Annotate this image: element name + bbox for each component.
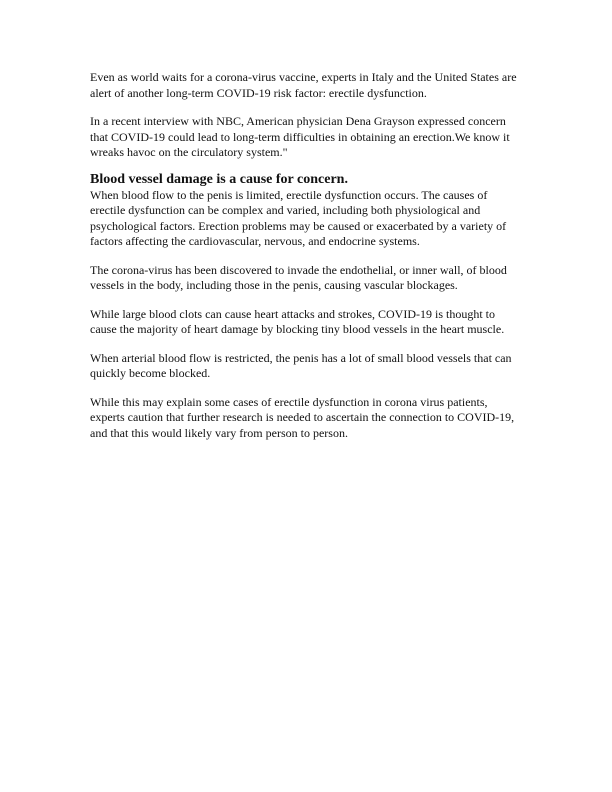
document-page bbox=[90, 70, 530, 454]
paragraph bbox=[90, 307, 530, 338]
text-line: wreaks havoc on the circulatory system." bbox=[90, 145, 288, 159]
text-line: When blood flow to the penis is limited, erectile dysfunction occurs. The causes of bbox=[90, 187, 488, 202]
text-line: In a recent interview with NBC, American physician Dena Grayson expressed concern bbox=[90, 114, 506, 128]
section-heading: Blood vessel damage is a cause for concern. bbox=[90, 171, 348, 187]
text-line: quickly become blocked. bbox=[90, 366, 211, 380]
text-line: erectile dysfunction can be complex and varied, including both physiological and bbox=[90, 203, 481, 217]
paragraph bbox=[90, 70, 530, 101]
text-line: psychological factors. Erection problems may be caused or exacerbated by a variety of bbox=[90, 218, 507, 233]
text-line: Even as world waits for a corona-virus vaccine, experts in Italy and the United States are bbox=[90, 70, 517, 84]
intro-section bbox=[90, 70, 530, 161]
text-line: experts caution that further research is needed to ascertain the connection to COVID-19, bbox=[90, 410, 515, 424]
paragraph bbox=[90, 114, 530, 161]
text-line: alert of another long-term COVID-19 risk factor: erectile dysfunction. bbox=[90, 85, 427, 100]
text-line: While this may explain some cases of erectile dysfunction in corona virus patients, bbox=[90, 394, 488, 409]
paragraph bbox=[90, 188, 530, 250]
text-line: cause the majority of heart damage by blocking tiny blood vessels in the heart muscle. bbox=[90, 322, 505, 336]
paragraph bbox=[90, 395, 530, 442]
text-line: factors affecting the cardiovascular, nervous, and endocrine systems. bbox=[90, 234, 420, 248]
text-line: When arterial blood flow is restricted, the penis has a lot of small blood vessels that can bbox=[90, 350, 512, 365]
text-line: The corona-virus has been discovered to invade the endothelial, or inner wall, of blood bbox=[90, 262, 507, 277]
text-line: that COVID-19 could lead to long-term difficulties in obtaining an erection.We know it bbox=[90, 129, 510, 144]
text-line: While large blood clots can cause heart attacks and strokes, COVID-19 is thought to bbox=[90, 306, 496, 321]
paragraph bbox=[90, 263, 530, 294]
body-section bbox=[90, 188, 530, 442]
paragraph bbox=[90, 351, 530, 382]
text-line: and that this would likely vary from person to person. bbox=[90, 425, 348, 440]
text-line: vessels in the body, including those in the penis, causing vascular blockages. bbox=[90, 278, 458, 292]
